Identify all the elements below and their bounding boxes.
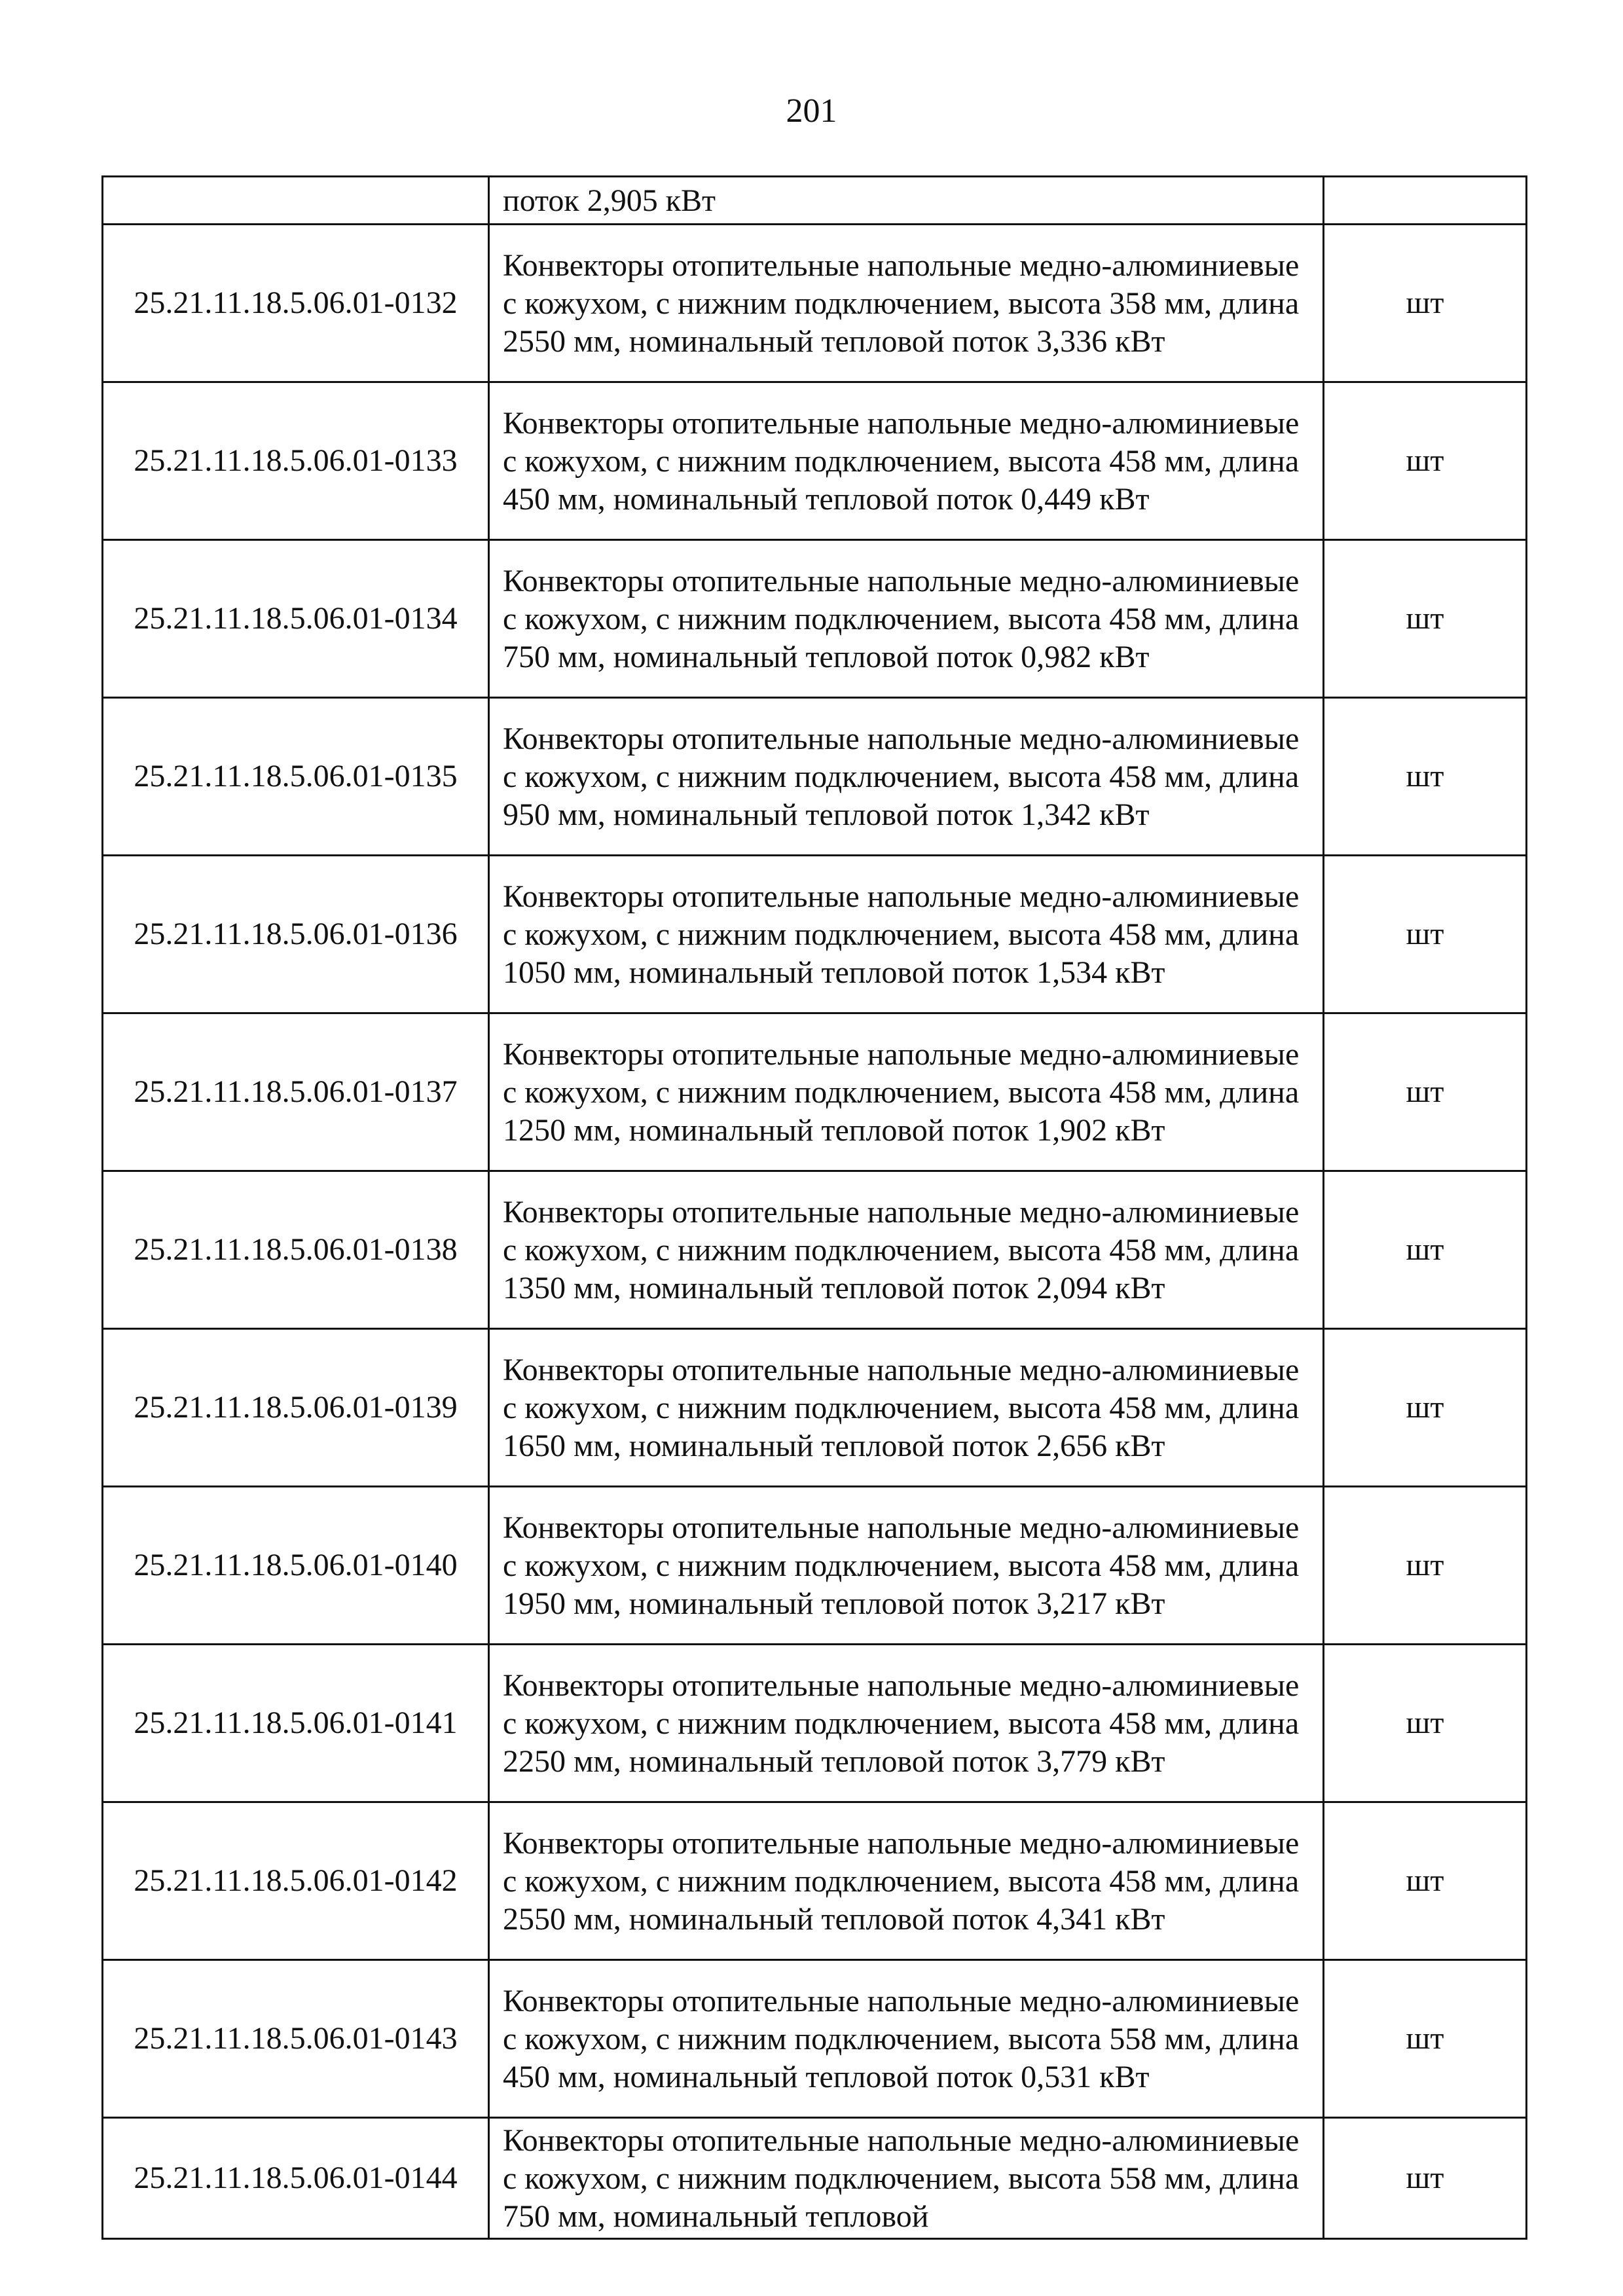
table-row (103, 1013, 1527, 1171)
resource-description: Конвекторы отопительные напольные медно-алюминиевые с кожухом, с нижним подключением, высота 458 мм, длина 1950 мм, номинальный тепловой поток 3,217 кВт (489, 1487, 1324, 1645)
resource-code: 25.21.11.18.5.06.01-0135 (103, 698, 489, 856)
materials-table (101, 175, 1527, 2240)
resource-description: Конвекторы отопительные напольные медно-алюминиевые с кожухом, с нижним подключением, высота 358 мм, длина 2550 мм, номинальный тепловой поток 3,336 кВт (489, 225, 1324, 382)
resource-description: Конвекторы отопительные напольные медно-алюминиевые с кожухом, с нижним подключением, высота 458 мм, длина 950 мм, номинальный тепловой поток 1,342 кВт (489, 698, 1324, 856)
unit-of-measure: шт (1324, 540, 1527, 698)
resource-code: 25.21.11.18.5.06.01-0143 (103, 1960, 489, 2118)
resource-code: 25.21.11.18.5.06.01-0133 (103, 382, 489, 540)
resource-code: 25.21.11.18.5.06.01-0144 (103, 2118, 489, 2239)
table-row (103, 1329, 1527, 1487)
table-row (103, 698, 1527, 856)
unit-of-measure: шт (1324, 1960, 1527, 2118)
resource-description: Конвекторы отопительные напольные медно-алюминиевые с кожухом, с нижним подключением, высота 458 мм, длина 450 мм, номинальный тепловой поток 0,449 кВт (489, 382, 1324, 540)
table-row-continuation (103, 177, 1527, 225)
resource-description: Конвекторы отопительные напольные медно-алюминиевые с кожухом, с нижним подключением, высота 458 мм, длина 1250 мм, номинальный тепловой поток 1,902 кВт (489, 1013, 1324, 1171)
table-row (103, 1487, 1527, 1645)
resource-description: Конвекторы отопительные напольные медно-алюминиевые с кожухом, с нижним подключением, высота 458 мм, длина 1050 мм, номинальный тепловой поток 1,534 кВт (489, 856, 1324, 1013)
unit-of-measure: шт (1324, 856, 1527, 1013)
resource-description: Конвекторы отопительные напольные медно-алюминиевые с кожухом, с нижним подключением, высота 458 мм, длина 2250 мм, номинальный тепловой поток 3,779 кВт (489, 1645, 1324, 1802)
resource-code (103, 177, 489, 225)
resource-code: 25.21.11.18.5.06.01-0139 (103, 1329, 489, 1487)
table-row (103, 225, 1527, 382)
table-row (103, 540, 1527, 698)
resource-description: поток 2,905 кВт (489, 177, 1324, 225)
unit-of-measure: шт (1324, 1329, 1527, 1487)
table-row (103, 1645, 1527, 1802)
unit-of-measure: шт (1324, 698, 1527, 856)
resource-code: 25.21.11.18.5.06.01-0134 (103, 540, 489, 698)
page-number: 201 (786, 92, 837, 130)
unit-of-measure: шт (1324, 1171, 1527, 1329)
resource-code: 25.21.11.18.5.06.01-0141 (103, 1645, 489, 1802)
unit-of-measure: шт (1324, 1013, 1527, 1171)
resource-code: 25.21.11.18.5.06.01-0142 (103, 1802, 489, 1960)
resource-code: 25.21.11.18.5.06.01-0137 (103, 1013, 489, 1171)
table-row (103, 1802, 1527, 1960)
resource-code: 25.21.11.18.5.06.01-0136 (103, 856, 489, 1013)
unit-of-measure (1324, 177, 1527, 225)
resource-code: 25.21.11.18.5.06.01-0132 (103, 225, 489, 382)
unit-of-measure: шт (1324, 225, 1527, 382)
table-row (103, 1960, 1527, 2118)
resource-description: Конвекторы отопительные напольные медно-алюминиевые с кожухом, с нижним подключением, высота 558 мм, длина 450 мм, номинальный тепловой поток 0,531 кВт (489, 1960, 1324, 2118)
table-row (103, 382, 1527, 540)
unit-of-measure: шт (1324, 1487, 1527, 1645)
table-row (103, 1171, 1527, 1329)
unit-of-measure: шт (1324, 2118, 1527, 2239)
table-row (103, 2118, 1527, 2239)
table-row (103, 856, 1527, 1013)
resource-description: Конвекторы отопительные напольные медно-алюминиевые с кожухом, с нижним подключением, высота 458 мм, длина 1650 мм, номинальный тепловой поток 2,656 кВт (489, 1329, 1324, 1487)
unit-of-measure: шт (1324, 1645, 1527, 1802)
unit-of-measure: шт (1324, 1802, 1527, 1960)
resource-code: 25.21.11.18.5.06.01-0138 (103, 1171, 489, 1329)
resource-description: Конвекторы отопительные напольные медно-алюминиевые с кожухом, с нижним подключением, высота 458 мм, длина 750 мм, номинальный тепловой поток 0,982 кВт (489, 540, 1324, 698)
resource-description: Конвекторы отопительные напольные медно-алюминиевые с кожухом, с нижним подключением, высота 558 мм, длина 750 мм, номинальный тепловой (489, 2118, 1324, 2239)
resource-description: Конвекторы отопительные напольные медно-алюминиевые с кожухом, с нижним подключением, высота 458 мм, длина 2550 мм, номинальный тепловой поток 4,341 кВт (489, 1802, 1324, 1960)
resource-description: Конвекторы отопительные напольные медно-алюминиевые с кожухом, с нижним подключением, высота 458 мм, длина 1350 мм, номинальный тепловой поток 2,094 кВт (489, 1171, 1324, 1329)
resource-code: 25.21.11.18.5.06.01-0140 (103, 1487, 489, 1645)
unit-of-measure: шт (1324, 382, 1527, 540)
